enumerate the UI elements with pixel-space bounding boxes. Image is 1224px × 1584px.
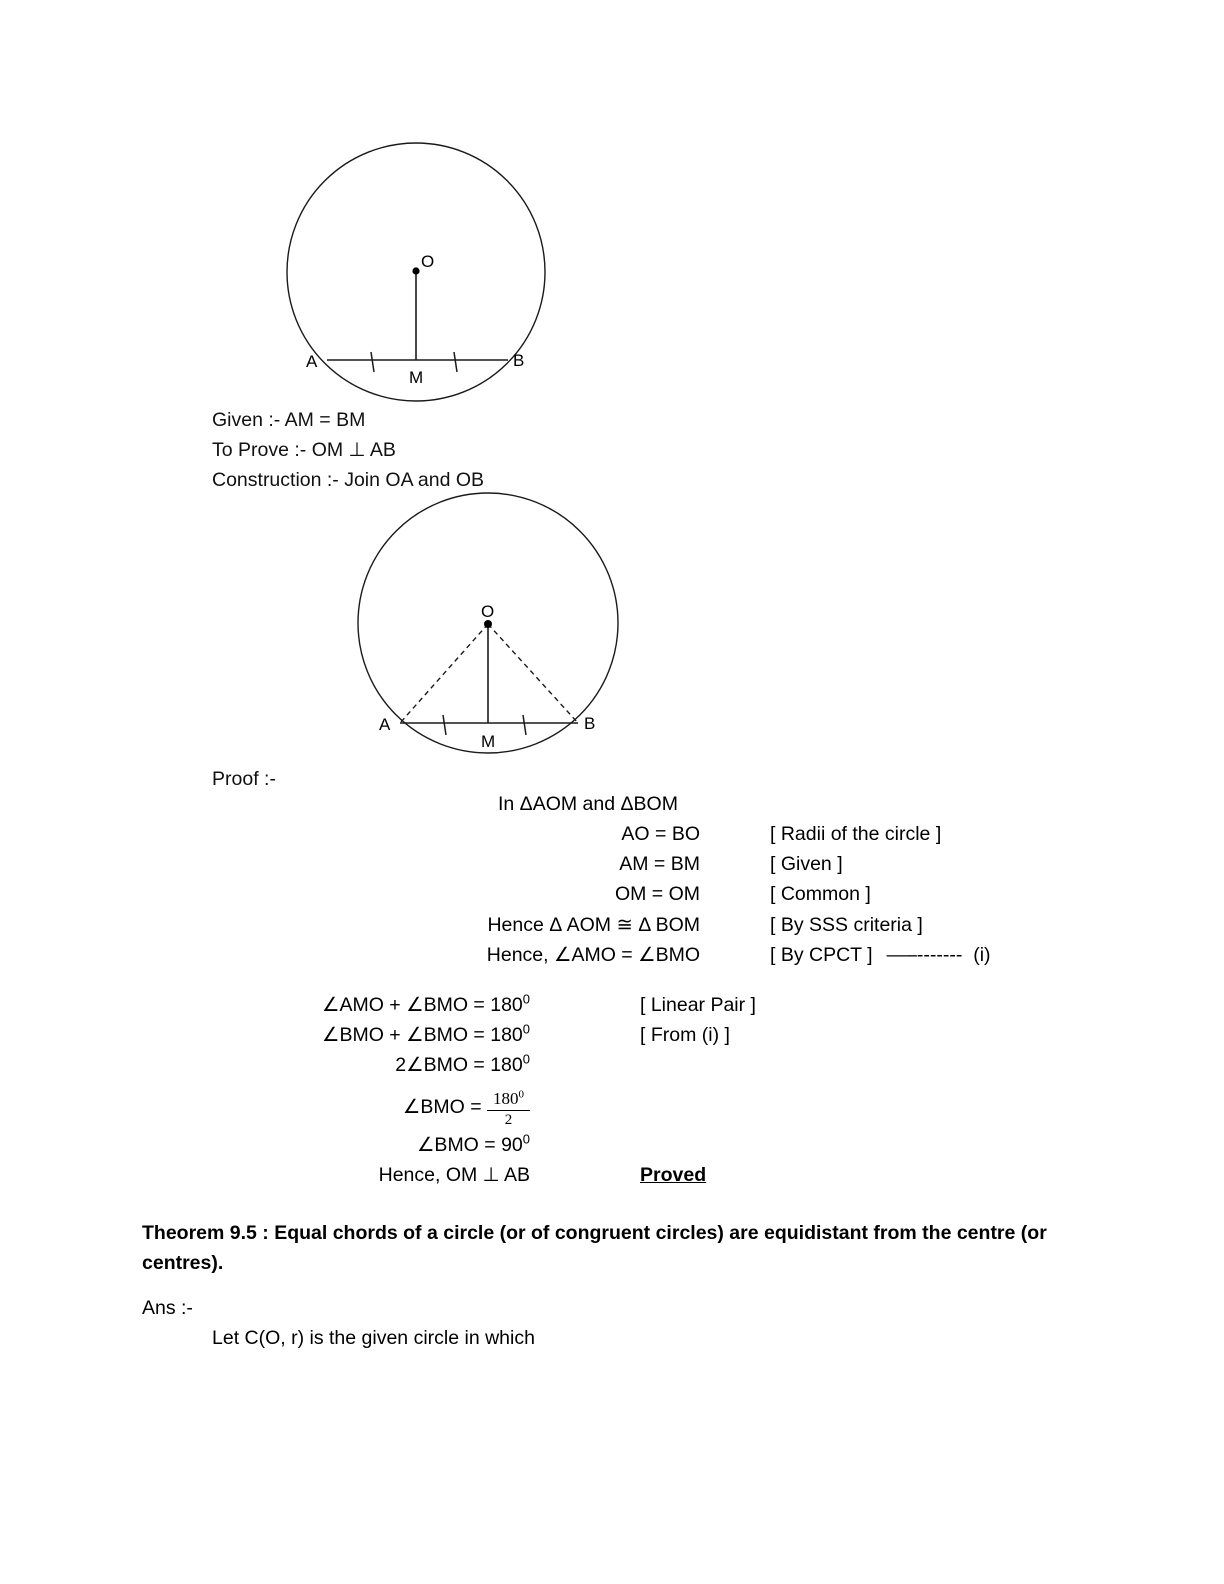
result-text: ∠BMO = 90 (416, 1134, 523, 1156)
step-statement: AM = BM (619, 853, 700, 875)
figure-chord-perpendicular (270, 130, 570, 400)
equation-text: ∠AMO + ∠BMO = 180 (321, 994, 523, 1016)
step-reference: —–------- (i) (886, 944, 991, 966)
degree-symbol: 0 (522, 1131, 530, 1147)
theorem-block (142, 1218, 1062, 1278)
conclusion-text: Hence, OM ⊥ AB (378, 1164, 530, 1186)
degree-symbol: 0 (518, 1088, 524, 1101)
figure-chord-triangle (345, 495, 645, 765)
figure-1-canvas (270, 130, 570, 400)
proof-step-row (420, 853, 991, 883)
equation-expression (285, 1023, 530, 1047)
congruence-block (420, 793, 991, 973)
theorem-title: Theorem 9.5 : Equal chords of a circle (or of congruent circles) are equidistant from the centre (or centres). (142, 1222, 1047, 1274)
equation-reason: [ From (i) ] (640, 1024, 730, 1046)
label-o: O (421, 252, 435, 271)
degree-symbol: 0 (522, 1051, 530, 1067)
centre-dot (412, 267, 419, 274)
answer-label: Ans :- (142, 1297, 193, 1319)
proof-step-row (420, 913, 991, 943)
proof-heading: In ΔAOM and ΔBOM (498, 793, 678, 815)
label-b: B (584, 714, 596, 733)
to-prove-line: To Prove :- OM ⊥ AB (212, 439, 396, 461)
equation-row (285, 993, 756, 1023)
equation-row (285, 1053, 756, 1083)
fraction-denominator: 2 (504, 1112, 513, 1128)
equation-reason: [ Linear Pair ] (640, 994, 756, 1016)
statement-block (212, 405, 484, 495)
step-reason: [ Radii of the circle ] (770, 823, 942, 845)
given-line: Given :- AM = BM (212, 409, 366, 431)
tick-am (443, 715, 446, 735)
fraction-equation (285, 1088, 530, 1128)
fraction-lhs: ∠BMO = (402, 1096, 487, 1119)
fraction-numerator (487, 1089, 530, 1111)
result-equation-row (285, 1133, 756, 1163)
step-statement: AO = BO (621, 823, 700, 845)
equation-expression (285, 1053, 530, 1077)
degree-symbol: 0 (522, 991, 530, 1007)
answer-first-line: Let C(O, r) is the given circle in which (212, 1327, 535, 1349)
tick-bm (523, 715, 526, 735)
figure-2-canvas (345, 495, 645, 765)
equation-text: ∠BMO + ∠BMO = 180 (321, 1024, 523, 1046)
equation-text: 2∠BMO = 180 (395, 1054, 523, 1076)
step-statement: Hence Δ AOM ≅ Δ BOM (487, 914, 700, 936)
construction-line: Construction :- Join OA and OB (212, 469, 485, 491)
proof-step-row (420, 883, 991, 913)
fraction-numerator-value: 180 (493, 1089, 519, 1108)
step-reason: [ By SSS criteria ] (770, 914, 923, 936)
equation-block (285, 993, 756, 1195)
label-a: A (306, 352, 318, 371)
step-reason: [ Common ] (770, 883, 871, 905)
proved-label: Proved (640, 1164, 707, 1186)
step-reason: [ By CPCT ] (770, 944, 873, 966)
conclusion-row (285, 1163, 756, 1195)
label-b: B (513, 351, 525, 370)
fraction-equation-row (285, 1083, 756, 1133)
step-statement: OM = OM (614, 883, 700, 905)
centre-dot (484, 620, 492, 628)
label-a: A (379, 715, 391, 734)
step-reason: [ Given ] (770, 853, 843, 875)
proof-step-row (420, 943, 991, 973)
degree-symbol: 0 (522, 1021, 530, 1037)
equation-expression (285, 993, 530, 1017)
fraction (487, 1089, 530, 1129)
radius-oa-dashed (400, 624, 488, 723)
label-m: M (409, 368, 424, 387)
label-m: M (481, 732, 496, 751)
tick-bm (454, 352, 457, 372)
tick-am (371, 352, 374, 372)
step-statement: Hence, ∠AMO = ∠BMO (486, 944, 700, 966)
label-o: O (481, 602, 495, 621)
proof-label: Proof :- (212, 768, 276, 790)
radius-ob-dashed (488, 624, 578, 723)
proof-step-row (420, 823, 991, 853)
equation-row (285, 1023, 756, 1053)
result-equation (285, 1133, 530, 1157)
